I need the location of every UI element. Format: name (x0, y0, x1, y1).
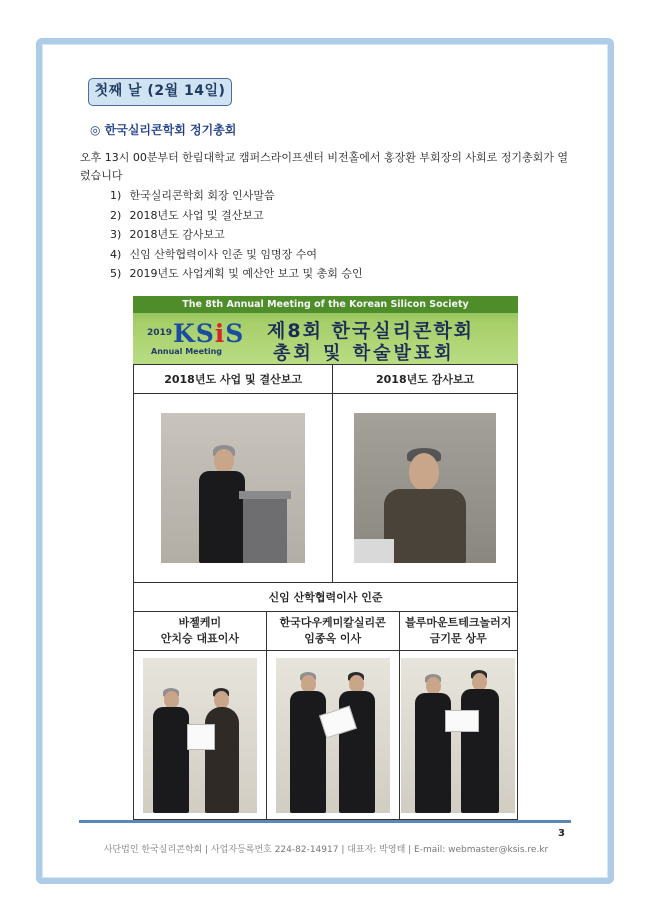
photo-auditor-report (354, 413, 496, 563)
agenda-item: 2) 2018년도 사업 및 결산보고 (110, 208, 264, 222)
photo-table (133, 364, 518, 820)
agenda-item: 1) 한국실리콘학회 회장 인사말씀 (110, 189, 275, 202)
appointee-cell (134, 612, 267, 651)
footer-text: 사단법인 한국실리콘학회 | 사업자등록번호 224-82-14917 | 대표자: 박영태 | E-mail: webmaster@ksis.re.kr (103, 845, 549, 855)
intro-paragraph: 오후 13시 00분부터 한림대학교 캠퍼스라이프센터 비전홀에서 홍장환 부회장의 사회로 정기총회가 열렸습니다 (80, 151, 568, 182)
photo-cell (333, 394, 518, 583)
banner-annual-meeting: Annual Meeting (151, 347, 223, 356)
agenda-item: 3) 2018년도 감사보고 (110, 228, 225, 241)
photo-cell (134, 394, 333, 583)
photo-cell (399, 651, 517, 820)
appointee-company: 블루마운트테크놀러지 (405, 616, 512, 629)
banner-top-text: The 8th Annual Meeting of the Korean Silicon Society (133, 296, 518, 313)
banner-year: 2019 (147, 328, 173, 338)
col2-header: 2018년도 감사보고 (333, 365, 518, 394)
photo-appointment-1 (143, 658, 257, 813)
agenda-item: 5) 2019년도 사업계획 및 예산안 보고 및 총회 승인 (110, 267, 363, 280)
ksis-logo (145, 318, 245, 358)
agenda-item: 4) 신임 산학협력이사 인준 및 임명장 수여 (110, 247, 317, 261)
footer-divider (79, 820, 571, 823)
section-title: ◎ 한국실리콘학회 정기총회 (90, 123, 237, 137)
appointee-company: 한국다우케미칼실리콘 (279, 616, 386, 629)
appointee-person: 임종옥 이사 (304, 632, 362, 645)
page-number: 3 (558, 828, 565, 839)
banner-title-line1: 제8회 한국실리콘학회 (267, 320, 475, 342)
agenda-list (110, 186, 363, 284)
photo-speaker-podium (161, 413, 305, 563)
event-banner (133, 296, 518, 364)
appointee-cell (399, 612, 517, 651)
photo-cell (266, 651, 399, 820)
appointee-person: 금기문 상무 (429, 632, 487, 645)
col1-header: 2018년도 사업 및 결산보고 (134, 365, 333, 394)
appointment-header: 신임 산학협력이사 인준 (134, 583, 518, 612)
appointee-cell (266, 612, 399, 651)
photo-appointment-2 (276, 658, 390, 813)
day-heading-tab: 첫째 날 (2월 14일) (88, 78, 232, 106)
photo-appointment-3 (401, 658, 515, 813)
banner-title-line2: 총회 및 학술발표회 (273, 343, 455, 364)
appointee-company: 바젤케미 (178, 616, 222, 629)
photo-cell (134, 651, 267, 820)
appointee-person: 안치승 대표이사 (160, 632, 239, 645)
logo-text: KSiS (173, 319, 245, 348)
